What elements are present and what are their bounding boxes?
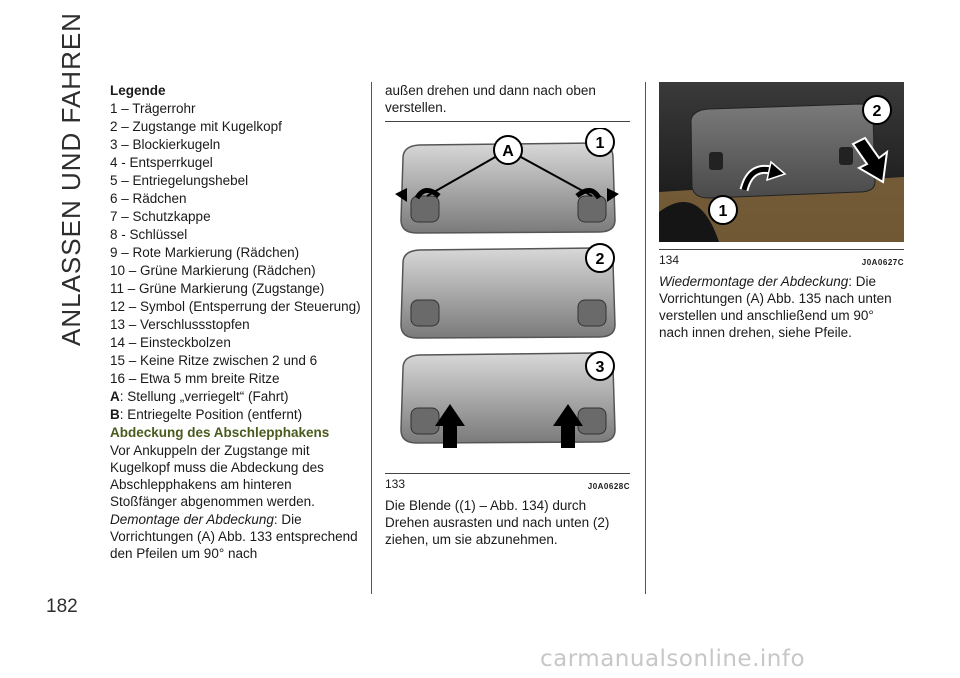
paragraph-demontage bbox=[110, 511, 362, 562]
demontage-text: : Die Vorrichtungen (A) Abb. 133 entsprechend den Pfeilen um 90° nach bbox=[110, 512, 358, 561]
callout-step-1: 1 bbox=[718, 203, 728, 220]
page-number: 182 bbox=[46, 596, 78, 617]
legend-item: 8 - Schlüssel bbox=[110, 227, 188, 242]
legend-item: 15 – Keine Ritze zwischen 2 und 6 bbox=[110, 353, 318, 368]
state-b-text: : Entriegelte Position (entfernt) bbox=[119, 407, 303, 422]
legend-item: 9 – Rote Markierung (Rädchen) bbox=[110, 245, 300, 260]
state-a-text: : Stellung „verriegelt“ (Fahrt) bbox=[119, 389, 289, 404]
legend-item: 16 – Etwa 5 mm breite Ritze bbox=[110, 371, 280, 386]
legend-item: 2 – Zugstange mit Kugelkopf bbox=[110, 119, 282, 134]
paragraph-blende: Die Blende ((1) – Abb. 134) durch Drehen ausrasten und nach unten (2) ziehen, um sie abzunehmen. bbox=[385, 498, 610, 547]
panel-step-3 bbox=[401, 352, 615, 448]
figure-133-code: J0A0628C bbox=[587, 482, 630, 491]
legend-item: 5 – Entriegelungshebel bbox=[110, 173, 249, 188]
legend-item: 11 – Grüne Markierung (Zugstange) bbox=[110, 281, 325, 296]
callout-step-2: 2 bbox=[872, 103, 882, 120]
wiedermontage-label: Wiedermontage der Abdeckung bbox=[659, 274, 849, 289]
legend-title: Legende bbox=[110, 83, 166, 98]
figure-top-rule bbox=[385, 121, 630, 122]
panel-step-1 bbox=[395, 128, 619, 233]
watermark: carmanualsonline.info bbox=[540, 646, 806, 672]
figure-133-caption bbox=[385, 473, 630, 495]
paragraph-intro: Vor Ankuppeln der Zugstange mit Kugelkopf muss die Abdeckung des Abschlepphakens am hinteren Stoßfänger abgenommen werden. bbox=[110, 443, 324, 509]
callout-step-1: 1 bbox=[595, 135, 605, 152]
figure-133-illustration bbox=[385, 128, 630, 466]
figure-134-photo bbox=[659, 82, 904, 242]
column-divider-2 bbox=[645, 82, 646, 594]
figure-134-caption bbox=[659, 249, 904, 271]
legend-item: 3 – Blockierkugeln bbox=[110, 137, 221, 152]
wiedermontage-text: : Die Vorrichtungen (A) Abb. 135 nach unten verstellen und anschließend um 90° nach innen drehen, siehe Pfeile. bbox=[659, 274, 892, 340]
figure-134-number: 134 bbox=[659, 253, 680, 267]
paragraph-continuation: außen drehen und dann nach oben verstellen. bbox=[385, 83, 596, 115]
callout-step-3: 3 bbox=[595, 359, 605, 376]
column-divider-1 bbox=[371, 82, 372, 594]
figure-133 bbox=[385, 128, 630, 495]
demontage-label: Demontage der Abdeckung bbox=[110, 512, 274, 527]
panel-step-2 bbox=[401, 244, 615, 338]
legend-item: 14 – Einsteckbolzen bbox=[110, 335, 231, 350]
legend-item: 1 – Trägerrohr bbox=[110, 101, 196, 116]
figure-133-number: 133 bbox=[385, 477, 406, 491]
legend-item: 12 – Symbol (Entsperrung der Steuerung) bbox=[110, 299, 361, 314]
column-3 bbox=[659, 82, 904, 342]
figure-134-code: J0A0627C bbox=[861, 258, 904, 267]
paragraph-wiedermontage bbox=[659, 273, 904, 341]
legend-item: 13 – Verschlussstopfen bbox=[110, 317, 250, 332]
state-a-label: A bbox=[110, 389, 120, 404]
chapter-title: ANLASSEN UND FAHREN bbox=[56, 12, 86, 346]
callout-a: A bbox=[502, 143, 514, 160]
section-heading: Abdeckung des Abschlepphakens bbox=[110, 425, 330, 440]
legend-item: 6 – Rädchen bbox=[110, 191, 187, 206]
callout-step-2: 2 bbox=[595, 251, 605, 268]
legend-item: 7 – Schutzkappe bbox=[110, 209, 211, 224]
legend-item: 10 – Grüne Markierung (Rädchen) bbox=[110, 263, 316, 278]
figure-134 bbox=[659, 82, 904, 271]
legend-item: 4 - Entsperrkugel bbox=[110, 155, 213, 170]
state-b-label: B bbox=[110, 407, 120, 422]
column-2 bbox=[385, 82, 630, 549]
legend-state-b bbox=[110, 406, 362, 423]
column-1 bbox=[110, 82, 362, 563]
legend-state-a bbox=[110, 388, 362, 405]
